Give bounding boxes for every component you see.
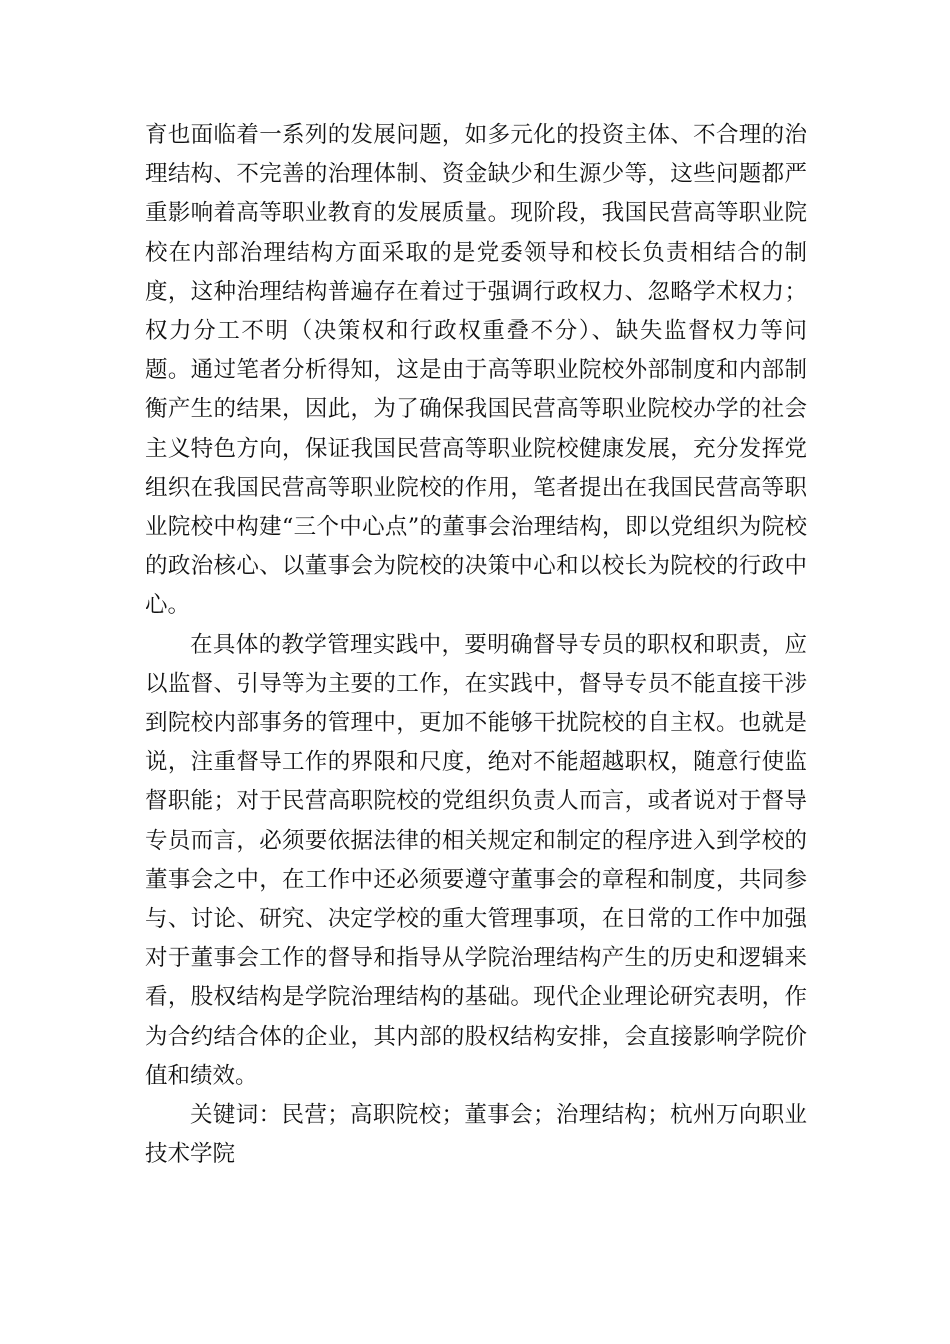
document-body: [145, 116, 807, 1174]
body-paragraph-1: 育也面临着一系列的发展问题，如多元化的投资主体、不合理的治理结构、不完善的治理体制、资金缺少和生源少等，这些问题都严重影响着高等职业教育的发展质量。现阶段，我国民营高等职业院校在内部治理结构方面采取的是党委领导和校长负责相结合的制度，这种治理结构普遍存在着过于强调行政权力、忽略学术权力；权力分工不明（决策权和行政权重叠不分）、缺失监督权力等问题。通过笔者分析得知，这是由于高等职业院校外部制度和内部制衡产生的结果，因此，为了确保我国民营高等职业院校办学的社会主义特色方向，保证我国民营高等职业院校健康发展，充分发挥党组织在我国民营高等职业院校的作用，笔者提出在我国民营高等职业院校中构建“三个中心点”的董事会治理结构，即以党组织为院校的政治核心、以董事会为院校的决策中心和以校长为院校的行政中心。: [145, 122, 807, 619]
body-paragraph-2: 在具体的教学管理实践中，要明确督导专员的职权和职责，应以监督、引导等为主要的工作，在实践中，督导专员不能直接干涉到院校内部事务的管理中，更加不能够干扰院校的自主权。也就是说，注重督导工作的界限和尺度，绝对不能超越职权，随意行使监督职能；对于民营高职院校的党组织负责人而言，或者说对于督导专员而言，必须要依据法律的相关规定和制定的程序进入到学校的董事会之中，在工作中还必须要遵守董事会的章程和制度，共同参与、讨论、研究、决定学校的重大管理事项，在日常的工作中加强对于董事会工作的督导和指导从学院治理结构产生的历史和逻辑来看，股权结构是学院治理结构的基础。现代企业理论研究表明，作为合约结合体的企业，其内部的股权结构安排，会直接影响学院价值和绩效。: [145, 631, 807, 1089]
keywords-line: 关键词：民营；高职院校；董事会；治理结构；杭州万向职业技术学院: [145, 1102, 807, 1168]
